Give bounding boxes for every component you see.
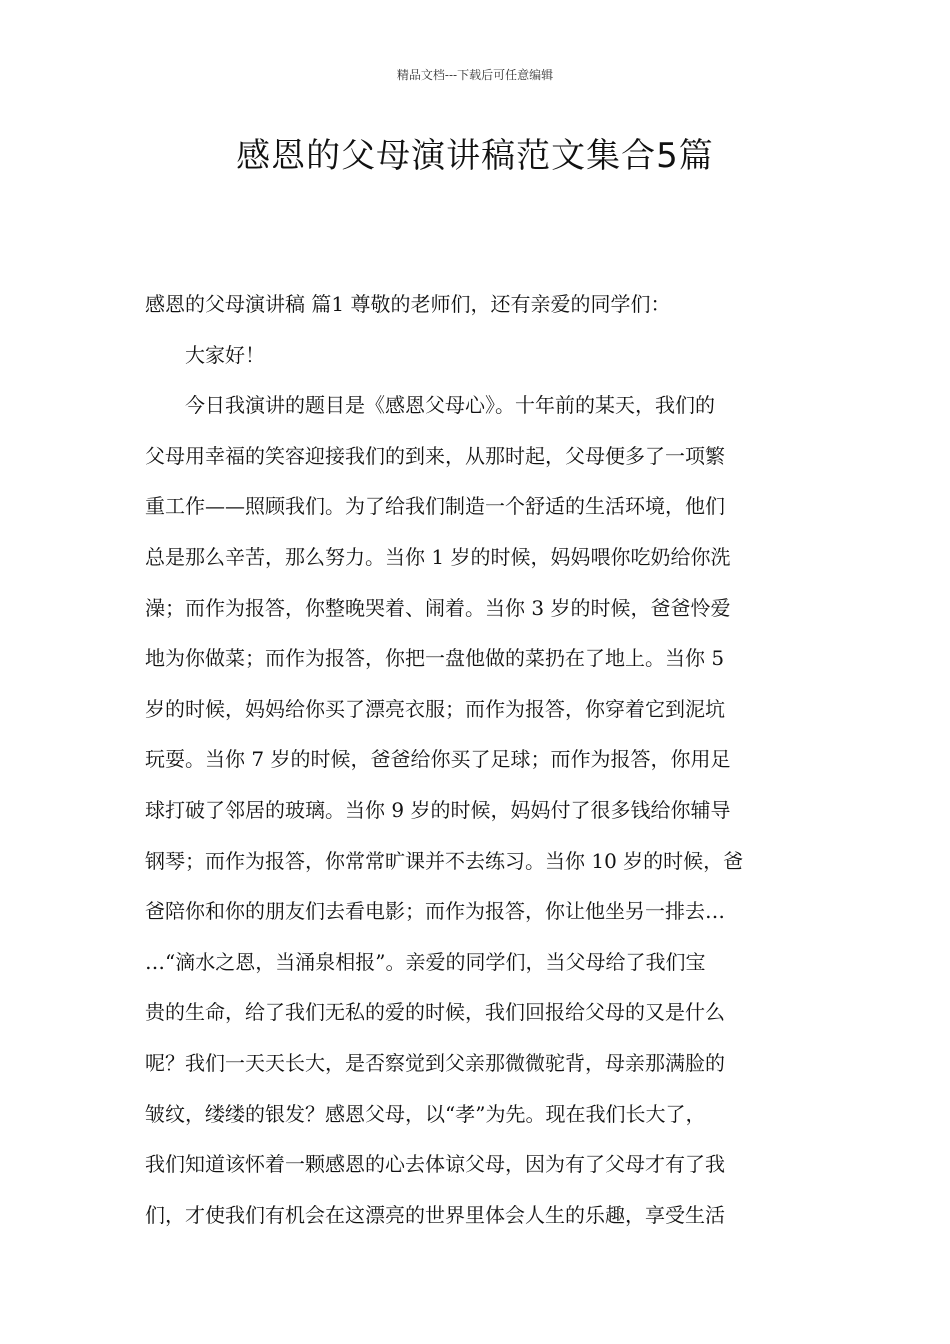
page-header-note: 精品文档---下载后可任意编辑 bbox=[396, 68, 554, 82]
document-title: 感恩的父母演讲稿范文集合5篇 bbox=[236, 136, 714, 176]
text-line: 大家好！ bbox=[145, 342, 265, 367]
text-line: 球打破了邻居的玻璃。当你 9 岁的时候，妈妈付了很多钱给你辅导 bbox=[145, 797, 731, 822]
text-line: …“滴水之恩，当涌泉相报”。亲爱的同学们，当父母给了我们宝 bbox=[145, 949, 706, 974]
text-line: 呢？我们一天天长大，是否察觉到父亲那微微驼背，母亲那满脸的 bbox=[145, 1050, 725, 1075]
text-line: 重工作——照顾我们。为了给我们制造一个舒适的生活环境，他们 bbox=[145, 494, 725, 519]
text-line: 父母用幸福的笑容迎接我们的到来，从那时起，父母便多了一项繁 bbox=[145, 443, 725, 468]
text-line: 地为你做菜；而作为报答，你把一盘他做的菜扔在了地上。当你 5 bbox=[145, 646, 725, 671]
body-text bbox=[145, 279, 805, 1240]
text-line: 感恩的父母演讲稿 篇1 尊敬的老师们，还有亲爱的同学们： bbox=[145, 292, 671, 316]
text-line: 岁的时候，妈妈给你买了漂亮衣服；而作为报答，你穿着它到泥坑 bbox=[145, 696, 725, 721]
text-line: 贵的生命，给了我们无私的爱的时候，我们回报给父母的又是什么 bbox=[145, 1000, 725, 1025]
text-line: 皱纹，缕缕的银发？感恩父母，以“孝”为先。现在我们长大了， bbox=[145, 1101, 706, 1126]
text-line: 们，才使我们有机会在这漂亮的世界里体会人生的乐趣，享受生活 bbox=[145, 1202, 725, 1227]
text-line: 今日我演讲的题目是《感恩父母心》。十年前的某天，我们的 bbox=[145, 393, 715, 418]
text-line: 钢琴；而作为报答，你常常旷课并不去练习。当你 10 岁的时候，爸 bbox=[145, 848, 744, 873]
text-line: 总是那么辛苦，那么努力。当你 1 岁的时候，妈妈喂你吃奶给你洗 bbox=[145, 544, 731, 569]
text-line: 爸陪你和你的朋友们去看电影；而作为报答，你让他坐另一排去… bbox=[145, 899, 725, 924]
text-line: 玩耍。当你 7 岁的时候，爸爸给你买了足球；而作为报答，你用足 bbox=[145, 747, 731, 772]
text-line: 我们知道该怀着一颗感恩的心去体谅父母，因为有了父母才有了我 bbox=[145, 1152, 725, 1177]
text-line: 澡；而作为报答，你整晚哭着、闹着。当你 3 岁的时候，爸爸怜爱 bbox=[145, 595, 731, 620]
